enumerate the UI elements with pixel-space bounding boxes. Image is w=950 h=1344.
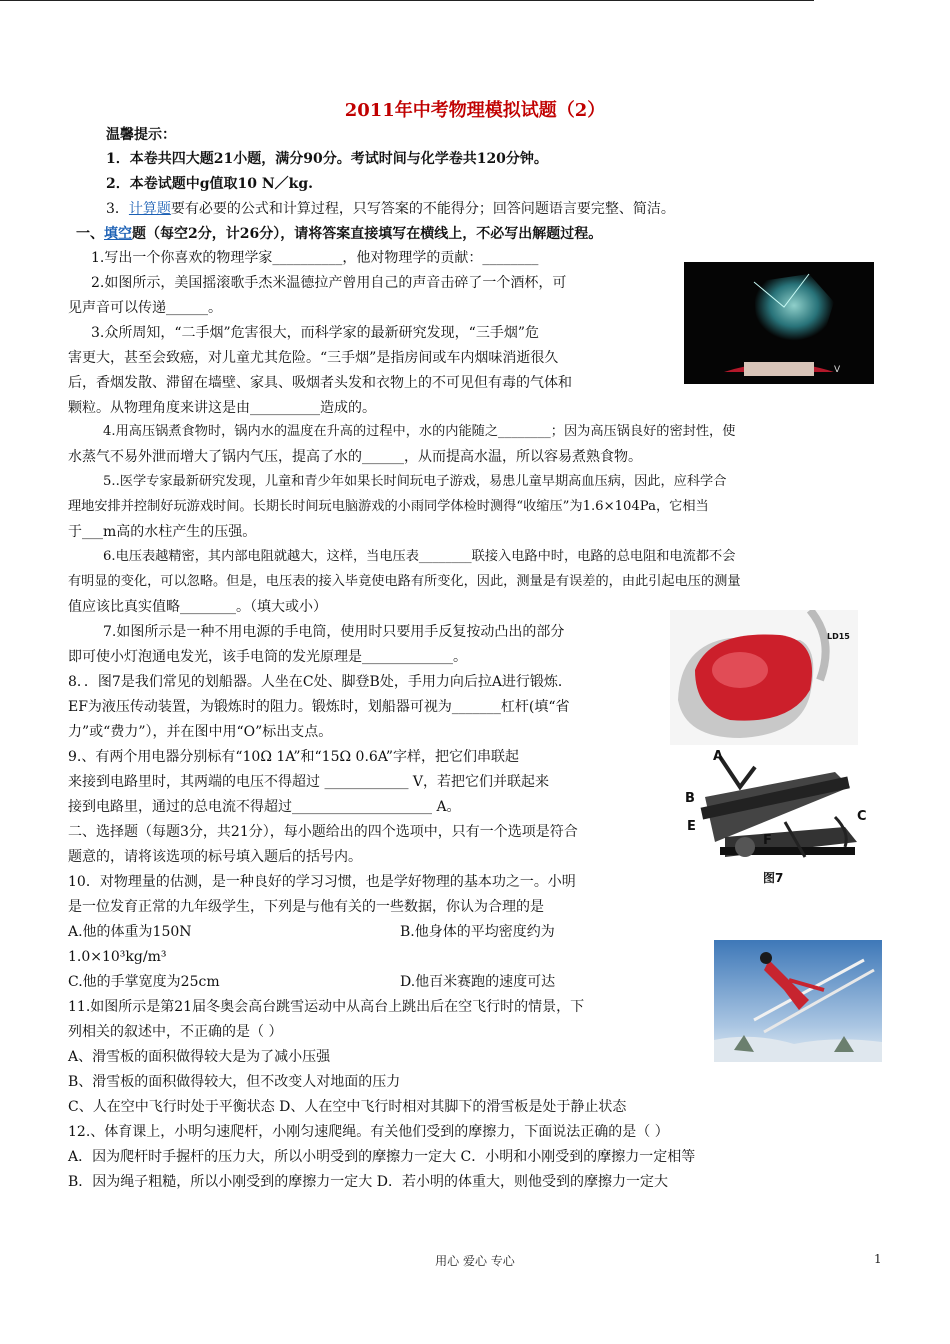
q5-line-1: 5..医学专家最新研究发现，儿童和青少年如果长时间玩电子游戏，易患儿童早期高血压病，因此，应科学合 [103,474,727,489]
q8-line-1: 8．．图7是我们常见的划船器。人坐在C处、脚登B处，手用力向后拉A进行锻炼． [68,674,572,690]
q2-line-1: 2.如图所示，美国摇滚歌手杰米温德拉产曾用自己的声音击碎了一个酒杯，可 [91,275,567,291]
q4-line-2: 水蒸气不易外泄而增大了锅内气压，提高了水的______，从而提高水温，所以容易煮熟食物。 [68,449,642,465]
glass-shatter-image [684,262,874,384]
q6-line-1: 6.电压表越精密，其内部电阻就越大，这样，当电压表________联接入电路中时，电路的总电阻和电流都不会 [103,549,736,564]
q10-option-a: A.他的体重为150N [68,924,192,940]
q4-line-1: 4.用高压锅煮食物时，锅内水的温度在升高的过程中，水的内能随之________；因为高压锅良好的密封性，使 [103,424,736,439]
q3-line-3: 后，香烟发散、滞留在墙壁、家具、吸烟者头发和衣物上的不可见但有毒的气体和 [68,375,572,391]
q2-line-2: 见声音可以传递______。 [68,300,222,316]
point-b-label: B [685,791,695,806]
q5-line-2: 理地安排并控制好玩游戏时间。长期长时间玩电脑游戏的小雨同学体检时测得“收缩压”为1.6×104Pa，它相当 [68,499,709,514]
q6-line-3: 值应该比真实值略________。（填大或小） [68,599,327,615]
section-2-line-2: 题意的，请将该选项的标号填入题后的括号内。 [68,849,362,865]
q10-option-b: B.他身体的平均密度约为 [400,924,555,940]
point-e-label: E [687,819,696,834]
footer-motto: 用心 爱心 专心 [435,1254,515,1268]
q10-line-2: 是一位发育正常的九年级学生，下列是与他有关的一些数据，你认为合理的是 [68,899,544,915]
fill-blank-link[interactable]: 填空 [104,226,132,242]
point-f-label: F [763,833,772,848]
q10-option-b-value: 1.0×10³kg/m³ [68,949,167,965]
ski-jumper-image [714,940,882,1062]
rowing-machine-figure [685,747,875,887]
page-title: 2011年中考物理模拟试题（2） [344,100,606,121]
q7-line-1: 7.如图所示是一种不用电源的手电筒，使用时只要用手反复按动凸出的部分 [103,624,565,640]
q8-line-3: 力”或“费力”），并在图中用“O”标出支点。 [68,724,333,740]
q1-line: 1.写出一个你喜欢的物理学家__________，他对物理学的贡献：________ [91,250,539,266]
hand-crank-flashlight-image [670,610,858,745]
figure-7-caption: 图7 [763,871,784,885]
notice-item-3-text: 要有必要的公式和计算过程，只写答案的不能得分；回答问题语言要完整、简洁。 [170,201,675,217]
notice-item-2: 2．本卷试题中g值取10 N／kg. [106,176,314,192]
notice-item-3-prefix: 3． [106,201,129,217]
q3-line-1: 3.众所周知，“二手烟”危害很大，而科学家的最新研究发现，“三手烟”危 [91,325,539,341]
q10-line-1: 10．对物理量的估测，是一种良好的学习习惯，也是学好物理的基本功之一。小明 [68,874,576,890]
page-number: 1 [874,1252,882,1266]
section-1-heading [76,224,602,244]
notice-heading: 温馨提示： [106,127,176,143]
q7-line-2: 即可使小灯泡通电发光，该手电筒的发光原理是_____________。 [68,649,467,665]
q9-line-1: 9.、有两个用电器分别标有“10Ω 1A”和“15Ω 0.6A”字样，把它们串联起 [68,749,520,765]
q12-options-ac: A．因为爬杆时手握杆的压力大，所以小明受到的摩擦力一定大 C．小明和小刚受到的摩擦力一定相等 [68,1149,696,1165]
point-a-label: A [713,749,724,764]
q12-line-1: 12.、体育课上，小明匀速爬杆，小刚匀速爬绳。有关他们受到的摩擦力，下面说法正确的是（ ） [68,1124,669,1140]
q3-line-2: 害更大，甚至会致癌，对儿童尤其危险。“三手烟”是指房间或车内烟味消逝很久 [68,350,559,366]
notice-item-1: 1．本卷共四大题21小题，满分90分。考试时间与化学卷共120分钟。 [106,151,548,167]
svg-text:V: V [834,365,841,375]
q10-option-d: D.他百米赛跑的速度可达 [400,974,556,990]
q9-line-3: 接到电路里，通过的总电流不得超过____________________ A。 [68,799,461,815]
q9-line-2: 来接到电路里时，其两端的电压不得超过 ____________ V，若把它们并联起来 [68,774,550,790]
section-2-line-1: 二、选择题（每题3分，共21分），每小题给出的四个选项中，只有一个选项是符合 [68,824,578,840]
q10-option-c: C.他的手掌宽度为25cm [68,974,220,990]
calc-question-link[interactable]: 计算题 [128,201,171,217]
point-c-label: C [857,809,867,824]
q11-options-cd: C、人在空中飞行时处于平衡状态 D、人在空中飞行时相对其脚下的滑雪板是处于静止状态 [68,1099,627,1115]
flashlight-drawing [670,610,858,745]
ski-jumper-drawing [714,940,882,1062]
q11-line-1: 11.如图所示是第21届冬奥会高台跳雪运动中从高台上跳出后在空飞行时的情景，下 [68,999,585,1015]
q6-line-2: 有明显的变化，可以忽略。但是，电压表的接入毕竟使电路有所变化，因此，测量是有误差的，由此引起电压的测量 [68,574,741,589]
rowing-machine-drawing [685,747,875,887]
top-rule [0,0,814,1]
section-1-text: 题（每空2分，计26分），请将答案直接填写在横线上，不必写出解题过程。 [132,226,603,242]
q3-line-4: 颗粒。从物理角度来讲这是由__________造成的。 [68,400,376,416]
q11-option-b: B、滑雪板的面积做得较大，但不改变人对地面的压力 [68,1074,401,1090]
section-1-prefix: 一、 [76,226,104,242]
flashlight-model-label: LD15 [827,632,850,641]
q11-option-a: A、滑雪板的面积做得较大是为了减小压强 [68,1049,331,1065]
q8-line-2: EF为液压传动装置，为锻炼时的阻力。锻炼时，划船器可视为_______杠杆(填“省 [68,699,570,715]
q11-line-2: 列相关的叙述中，不正确的是（ ） [68,1024,283,1040]
q12-options-bd: B．因为绳子粗糙，所以小刚受到的摩擦力一定大 D．若小明的体重大，则他受到的摩擦力一定大 [68,1174,668,1190]
glass-shatter-drawing [684,262,874,384]
notice-item-3 [106,199,675,219]
q5-line-3: 于___m高的水柱产生的压强。 [68,524,257,540]
